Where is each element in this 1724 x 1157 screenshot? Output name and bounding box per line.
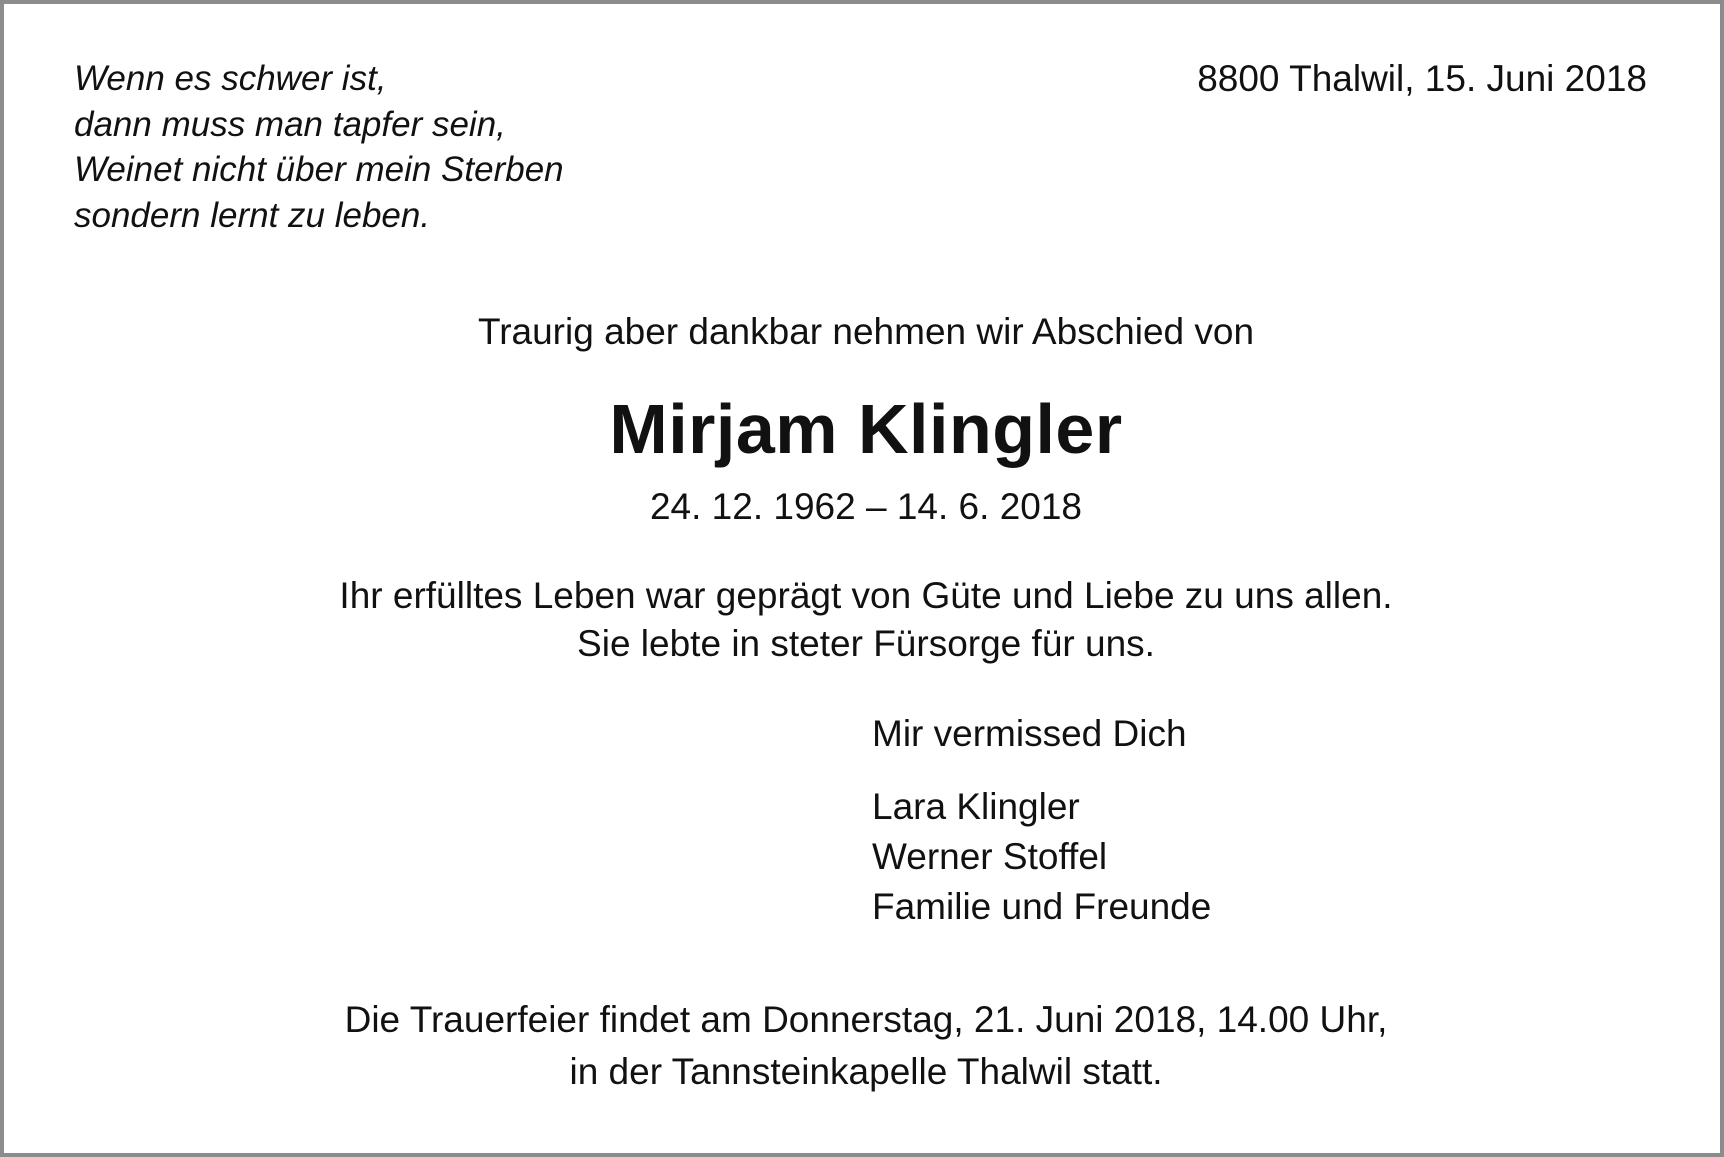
signer-name: Lara Klingler [872,786,1080,827]
ceremony-info [4,994,1724,1098]
poem-line: sondern lernt zu leben. [74,195,431,235]
life-dates: 24. 12. 1962 – 14. 6. 2018 [649,486,1083,527]
tribute-text [4,572,1724,668]
signer-name: Familie und Freunde [872,886,1212,927]
farewell-intro: Traurig aber dankbar nehmen wir Abschied von [477,311,1255,352]
ceremony-line: in der Tannsteinkapelle Thalwil statt. [569,1051,1163,1092]
poem-line: Weinet nicht über mein Sterben [74,150,564,189]
deceased-name: Mirjam Klingler [609,390,1123,468]
ceremony-line: Die Trauerfeier findet am Donnerstag, 21. Juni 2018, 14.00 Uhr, [344,999,1388,1040]
signers-list [872,782,1211,932]
place-and-date: 8800 Thalwil, 15. Juni 2018 [1197,58,1647,99]
poem-line: dann muss man tapfer sein, [74,104,506,144]
signer-name: Werner Stoffel [872,836,1108,877]
tribute-line: Sie lebte in steter Fürsorge für uns. [577,623,1155,664]
poem-block [74,56,564,238]
signoff-text: Mir vermissed Dich [872,713,1187,754]
tribute-line: Ihr erfülltes Leben war geprägt von Güte und Liebe zu uns allen. [339,575,1393,616]
poem-line: Wenn es schwer ist, [74,59,387,98]
